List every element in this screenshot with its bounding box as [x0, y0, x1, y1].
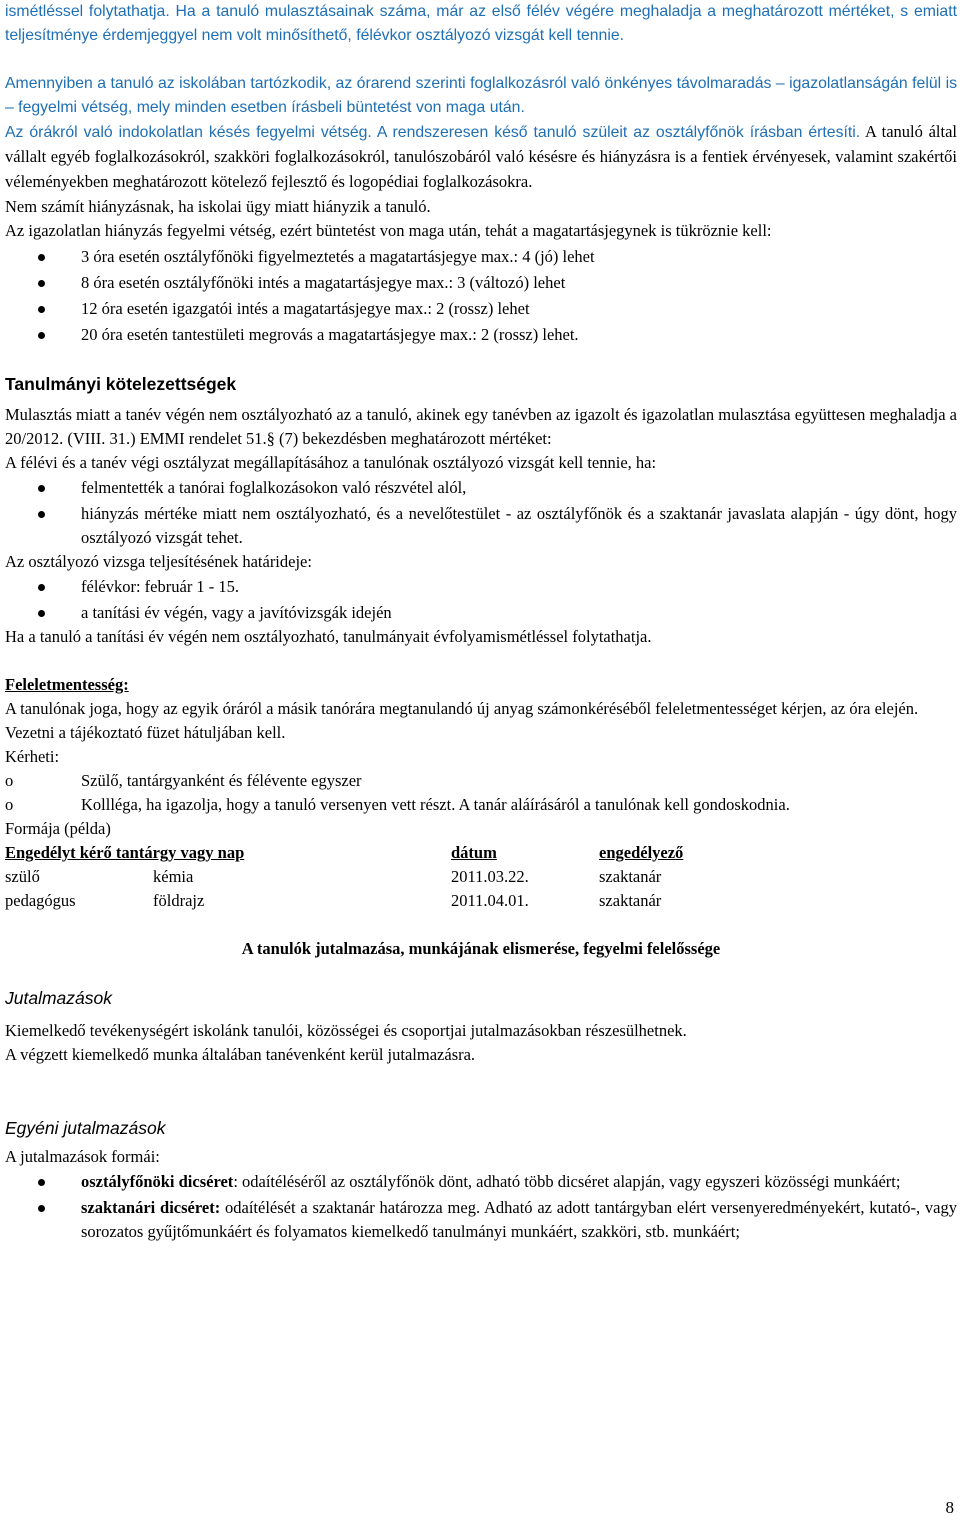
list-item	[5, 1196, 957, 1244]
table-cell: 2011.03.22.	[451, 867, 529, 886]
list-item: félévkor: február 1 - 15.	[5, 575, 957, 599]
table-cell: 2011.04.01.	[451, 891, 529, 910]
reward-type-text: : odaítéléséről az osztályfőnök dönt, adható több dicséret alapján, vagy egyszeri közösségi munkáért;	[233, 1172, 901, 1191]
other-activities-text: A tanuló által vállalt egyéb foglalkozásokról, szakköri foglalkozásokról, tanulószobáról való késésre és hiányzásra is a fentiek érvényesek, valamint szakértői véleményekben meghatározott kötelező fejlesztő és logopédiai foglalkozásokra.	[5, 122, 957, 191]
reward-type-text: odaítélését a szaktanár határozza meg. Adható az adott tantárgyban elért versenyeredményekért, kutató-, vagy sorozatos gyűjtőmunkáért és folyamatos kiemelkedő tanulmányi munkáért, szakköri, stb. munkáért;	[81, 1198, 957, 1241]
individual-paragraph-1: A jutalmazások formái:	[5, 1147, 160, 1166]
individual-rewards-heading: Egyéni jutalmazások	[5, 1118, 166, 1138]
lateness-notify-text: A rendszeresen késő tanuló szüleit az osztályfőnök írásban értesíti.	[371, 124, 861, 141]
exemption-list	[5, 769, 957, 817]
lateness-text: Az órákról való indokolatlan késés fegyelmi vétség.	[5, 124, 372, 141]
list-item: o Szülő, tantárgyanként és félévente egyszer	[5, 769, 957, 793]
study-paragraph-4: Ha a tanuló a tanítási év végén nem osztályozható, tanulmányait évfolyamismétléssel folytathatja.	[5, 627, 652, 646]
document-page	[5, 0, 957, 1244]
table-row	[5, 889, 709, 913]
list-item: 8 óra esetén osztályfőnöki intés a magatartásjegye max.: 3 (változó) lehet	[5, 271, 957, 295]
exemption-table	[5, 841, 709, 913]
absence-penalty-list	[5, 245, 957, 347]
study-paragraph-2: A félévi és a tanév végi osztályzat megállapításához a tanulónak osztályozó vizsgát kell tennie, ha:	[5, 453, 657, 472]
exemption-heading: Feleletmentesség:	[5, 675, 129, 694]
table-cell: pedagógus	[5, 891, 76, 910]
study-paragraph-3: Az osztályozó vizsga teljesítésének határideje:	[5, 552, 312, 571]
reward-type-label: osztályfőnöki dicséret	[81, 1172, 234, 1191]
table-header: dátum	[451, 843, 497, 862]
list-item: o Kollléga, ha igazolja, hogy a tanuló versenyen vett részt. A tanár aláírásáról a tanulónak kell gondoskodnia.	[5, 793, 957, 817]
exam-conditions-list	[5, 476, 957, 550]
table-cell: szaktanár	[599, 891, 662, 910]
form-label: Formája (példa)	[5, 819, 111, 838]
reward-section-title: A tanulók jutalmazása, munkájának elismerése, fegyelmi felelőssége	[241, 939, 721, 958]
study-obligations-heading: Tanulmányi kötelezettségek	[5, 374, 237, 394]
list-item: a tanítási év végén, vagy a javítóvizsgák idején	[5, 601, 957, 625]
reward-type-label: szaktanári dicséret:	[81, 1198, 221, 1217]
exemption-paragraph-1: A tanulónak joga, hogy az egyik óráról a másik tanórára megtanulandó új anyag számonkéréséből feleletmentességet kérjen, az óra elején.	[5, 699, 919, 718]
rewards-paragraph-1: Kiemelkedő tevékenységért iskolánk tanulói, közösségei és csoportjai jutalmazásokban részesülhetnek.	[5, 1021, 687, 1040]
exemption-paragraph-3: Kérheti:	[5, 747, 60, 766]
study-paragraph-1: Mulasztás miatt a tanév végén nem osztályozható az a tanuló, akinek egy tanévben az igazolt és igazolatlan mulasztása együttesen meghaladja a 20/2012. (VIII. 31.) EMMI rendelet 51.§ (7) bekezdésben meghatározott mértéket:	[5, 405, 957, 448]
absence-paragraph-5: Az igazolatlan hiányzás fegyelmi vétség, ezért büntetést von maga után, tehát a magatartásjegynek is tükröznie kell:	[5, 221, 772, 240]
list-item: 3 óra esetén osztályfőnöki figyelmeztetés a magatartásjegye max.: 4 (jó) lehet	[5, 245, 957, 269]
absence-paragraph-1: Amennyiben a tanuló az iskolában tartózkodik, az órarend szerinti foglalkozásról való önkényes távolmaradás – igazolatlanságán felül is – fegyelmi vétség, mely minden esetben írásbeli büntetést von maga után.	[5, 75, 957, 116]
table-cell: szülő	[5, 867, 40, 886]
exemption-paragraph-2: Vezetni a tájékoztató füzet hátuljában kell.	[5, 723, 286, 742]
individual-rewards-list	[5, 1170, 957, 1244]
list-item: 20 óra esetén tantestületi megrovás a magatartásjegye max.: 2 (rossz) lehet.	[5, 323, 957, 347]
table-cell: földrajz	[153, 891, 205, 910]
rewards-heading: Jutalmazások	[5, 988, 112, 1008]
page-number: 8	[945, 1498, 954, 1517]
table-header: Engedélyt kérő tantárgy vagy nap	[5, 843, 245, 862]
absence-paragraph-4: Nem számít hiányzásnak, ha iskolai ügy miatt hiányzik a tanuló.	[5, 197, 431, 216]
list-item	[5, 1170, 957, 1194]
table-cell: kémia	[153, 867, 194, 886]
absence-paragraph-2	[5, 120, 957, 195]
list-item: felmentették a tanórai foglalkozásokon való részvétel alól,	[5, 476, 957, 500]
exam-deadline-list	[5, 575, 957, 625]
table-header-row	[5, 841, 709, 865]
table-cell: szaktanár	[599, 867, 662, 886]
table-row	[5, 865, 709, 889]
rewards-paragraph-2: A végzett kiemelkedő munka általában tanévenként kerül jutalmazásra.	[5, 1045, 476, 1064]
list-item: 12 óra esetén igazgatói intés a magatartásjegye max.: 2 (rossz) lehet	[5, 297, 957, 321]
top-paragraph: ismétléssel folytathatja. Ha a tanuló mulasztásainak száma, már az első félév végére meghaladja a meghatározott mértéket, s emiatt teljesítménye érdemjeggyel nem volt minősíthető, félévkor osztályozó vizsgát kell tennie.	[5, 3, 957, 44]
table-header: engedélyező	[599, 843, 684, 862]
list-item: hiányzás mértéke miatt nem osztályozható, és a nevelőtestület - az osztályfőnök és a szaktanár javaslata alapján - úgy dönt, hogy osztályozó vizsgát tehet.	[5, 502, 957, 550]
